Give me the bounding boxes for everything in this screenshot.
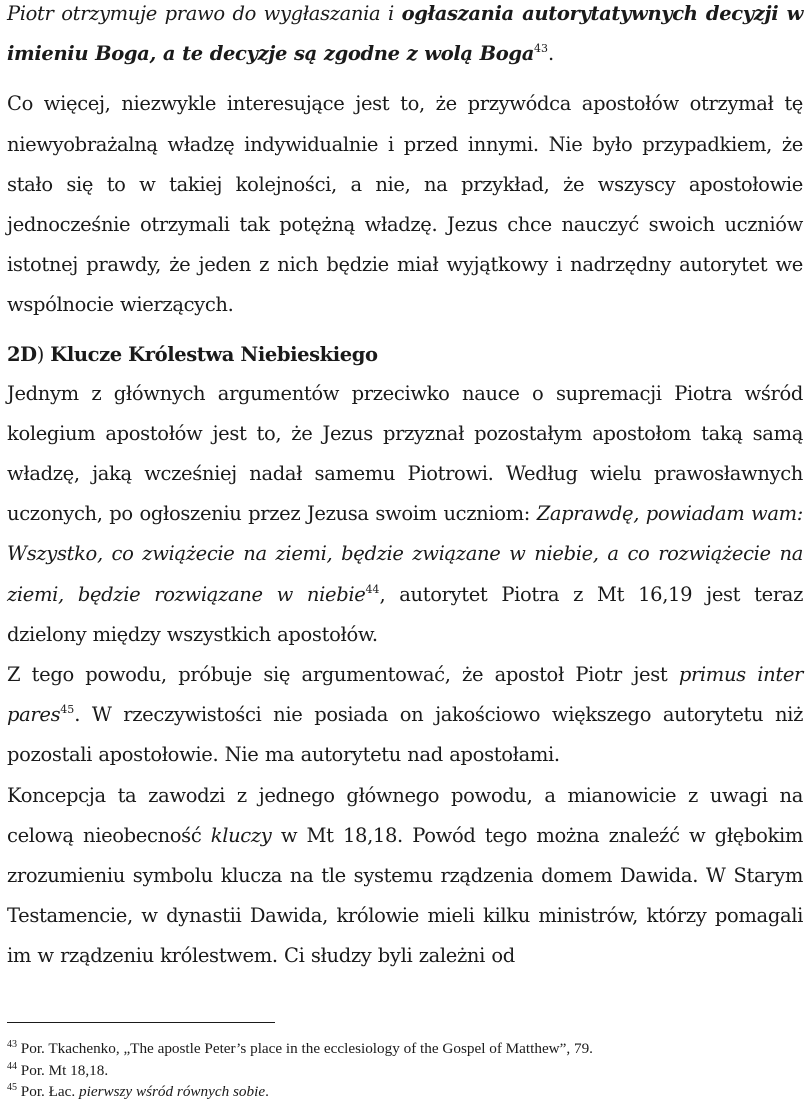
footnote-ref-44[interactable]: 44 [365, 582, 380, 596]
footnotes [7, 1038, 803, 1103]
p4-text-2: w Mt 18,18. Powód tego można znaleźć w głębokim zrozumieniu symbolu klucza na tle systemu rządzenia domem Dawida. W Starym Testamencie, w dynastii Dawida, królowie mieli kilku ministrów, którzy pomagali im w rządzeniu królestwem. Ci słudzy byli zależni od [7, 823, 803, 968]
p4-italic-word: kluczy [210, 823, 272, 847]
footnote-number: 43 [7, 1039, 17, 1050]
p4-text-1: Koncepcja ta zawodzi z jednego głównego powodu, a mianowicie z uwagi na celową nieobecność [7, 783, 803, 847]
footnote-number: 45 [7, 1082, 17, 1093]
body-paragraph-2 [7, 374, 803, 655]
p2-text-1: Jednym z głównych argumentów przeciwko nauce o supremacji Piotra wśród kolegium apostołów jest to, że Jezus przyznał pozostałym apostołom taką samą władzę, jaką wcześniej nadał samemu Piotrowi. Według wielu prawosławnych uczonych, po ogłoszeniu przez Jezusa swoim uczniom: [7, 381, 803, 526]
body-paragraph-3 [7, 655, 803, 776]
section-paren: ) [36, 342, 44, 366]
document-page [7, 0, 803, 977]
footnote-44 [7, 1060, 803, 1082]
footnote-text: Por. Mt 18,18. [17, 1061, 109, 1079]
body-paragraph-4 [7, 776, 803, 977]
footnote-italic: pierwszy wśród równych sobie [79, 1083, 266, 1100]
intro-paragraph [7, 0, 803, 74]
p2-bible-quote: Zaprawdę, powiadam wam: Wszystko, co zwiążecie na ziemi, będzie związane w niebie, a co rozwiążecie na ziemi, będzie rozwiązane w niebie [7, 502, 803, 606]
footnote-text: Por. Tkachenko, „The apostle Peter’s place in the ecclesiology of the Gospel of Matthew”, 79. [17, 1040, 593, 1057]
footnote-separator [7, 1022, 275, 1023]
p3-text-2: . W rzeczywistości nie posiada on jakościowo większego autorytetu niż pozostali apostołowie. Nie ma autorytetu nad apostołami. [7, 703, 803, 767]
body-paragraph-1: Co więcej, niezwykle interesujące jest to, że przywódca apostołów otrzymał tę niewyobrażalną władzę indywidualnie i przed innymi. Nie było przypadkiem, że stało się to w takiej kolejności, a nie, na przykład, że wszyscy apostołowie jednocześnie otrzymali tak potężną władzę. Jezus chce nauczyć swoich uczniów istotnej prawdy, że jeden z nich będzie miał wyjątkowy i nadrzędny autorytet we wspólnocie wierzących. [7, 92, 803, 317]
footnote-number: 44 [7, 1060, 17, 1072]
section-title: Klucze Królestwa Niebieskiego [43, 342, 378, 366]
intro-italic-text: Piotr otrzymuje prawo do wygłaszania i [7, 2, 402, 25]
p2-text-2: , autorytet Piotra z Mt 16,19 jest teraz dzielony między wszystkich apostołów. [7, 582, 803, 646]
footnote-43 [7, 1038, 803, 1060]
p3-text-1: Z tego powodu, próbuje się argumentować, że apostoł Piotr jest [7, 663, 679, 687]
footnote-ref-45[interactable]: 45 [60, 703, 75, 717]
p3-latin-phrase: primus inter pares [7, 663, 804, 727]
section-heading [7, 336, 803, 374]
footnote-ref-43[interactable]: 43 [534, 42, 549, 56]
footnote-text: Por. Łac. [17, 1083, 80, 1100]
intro-end: . [548, 42, 554, 66]
intro-bold-italic-text: ogłaszania autorytatywnych decyzji w imieniu Boga, a te decyzje są zgodne z wolą Boga [7, 2, 804, 66]
footnote-end: . [265, 1083, 269, 1100]
footnote-45 [7, 1081, 803, 1103]
section-number: 2D [7, 342, 37, 366]
